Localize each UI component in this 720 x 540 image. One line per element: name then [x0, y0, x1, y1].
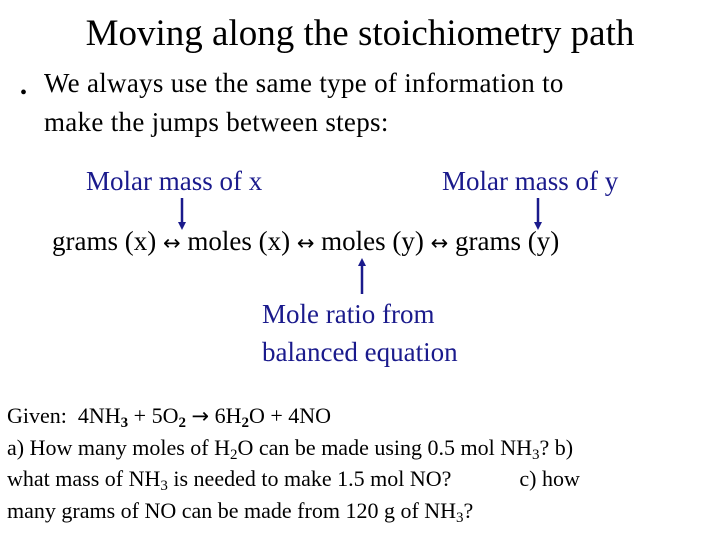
molar-mass-x-label: Molar mass of x: [86, 166, 263, 196]
moles-y-text: moles (y): [321, 226, 424, 256]
bullet-marker: •: [20, 82, 28, 104]
bullet-text-line2: make the jumps between steps:: [44, 107, 389, 137]
given-label: Given:: [7, 403, 67, 428]
slide-title: Moving along the stoichiometry path: [85, 13, 635, 54]
product-rest: O + 4NO: [248, 403, 332, 428]
mole-ratio-label-line1: Mole ratio from: [262, 299, 435, 329]
question-line-2: a) How many moles of $H_2O$ can be made using 0.5 mol $NH_3$? b): [7, 435, 574, 463]
double-arrow-icon: ↔: [430, 231, 449, 255]
grams-y-text: grams (y): [455, 226, 560, 256]
mole-ratio-label-line2: balanced equation: [262, 337, 458, 367]
molar-mass-y-label: Molar mass of y: [442, 166, 619, 196]
product-water: 6H: [214, 403, 242, 428]
grams-x-text: grams (x): [52, 226, 157, 256]
bullet-text-line1: We always use the same type of information to: [44, 68, 564, 98]
double-arrow-icon: ↔: [296, 231, 315, 255]
given-equation-line: Given: $4NH_3 + 5O_2 \to 6H_2O + 4NO$: [7, 403, 332, 431]
moles-x-text: moles (x): [187, 226, 291, 256]
double-arrow-icon: ↔: [162, 231, 181, 255]
reaction-arrow-icon: →: [191, 404, 210, 428]
reactant-ammonia: 4NH: [77, 403, 121, 428]
question-line-3: what mass of $NH_3$ is needed to make 1.5 mol NO? c) how: [7, 466, 580, 494]
question-line-4: many grams of NO can be made from 120 g of $NH_3$?: [7, 498, 474, 526]
reactant-oxygen: + 5O: [133, 403, 179, 428]
